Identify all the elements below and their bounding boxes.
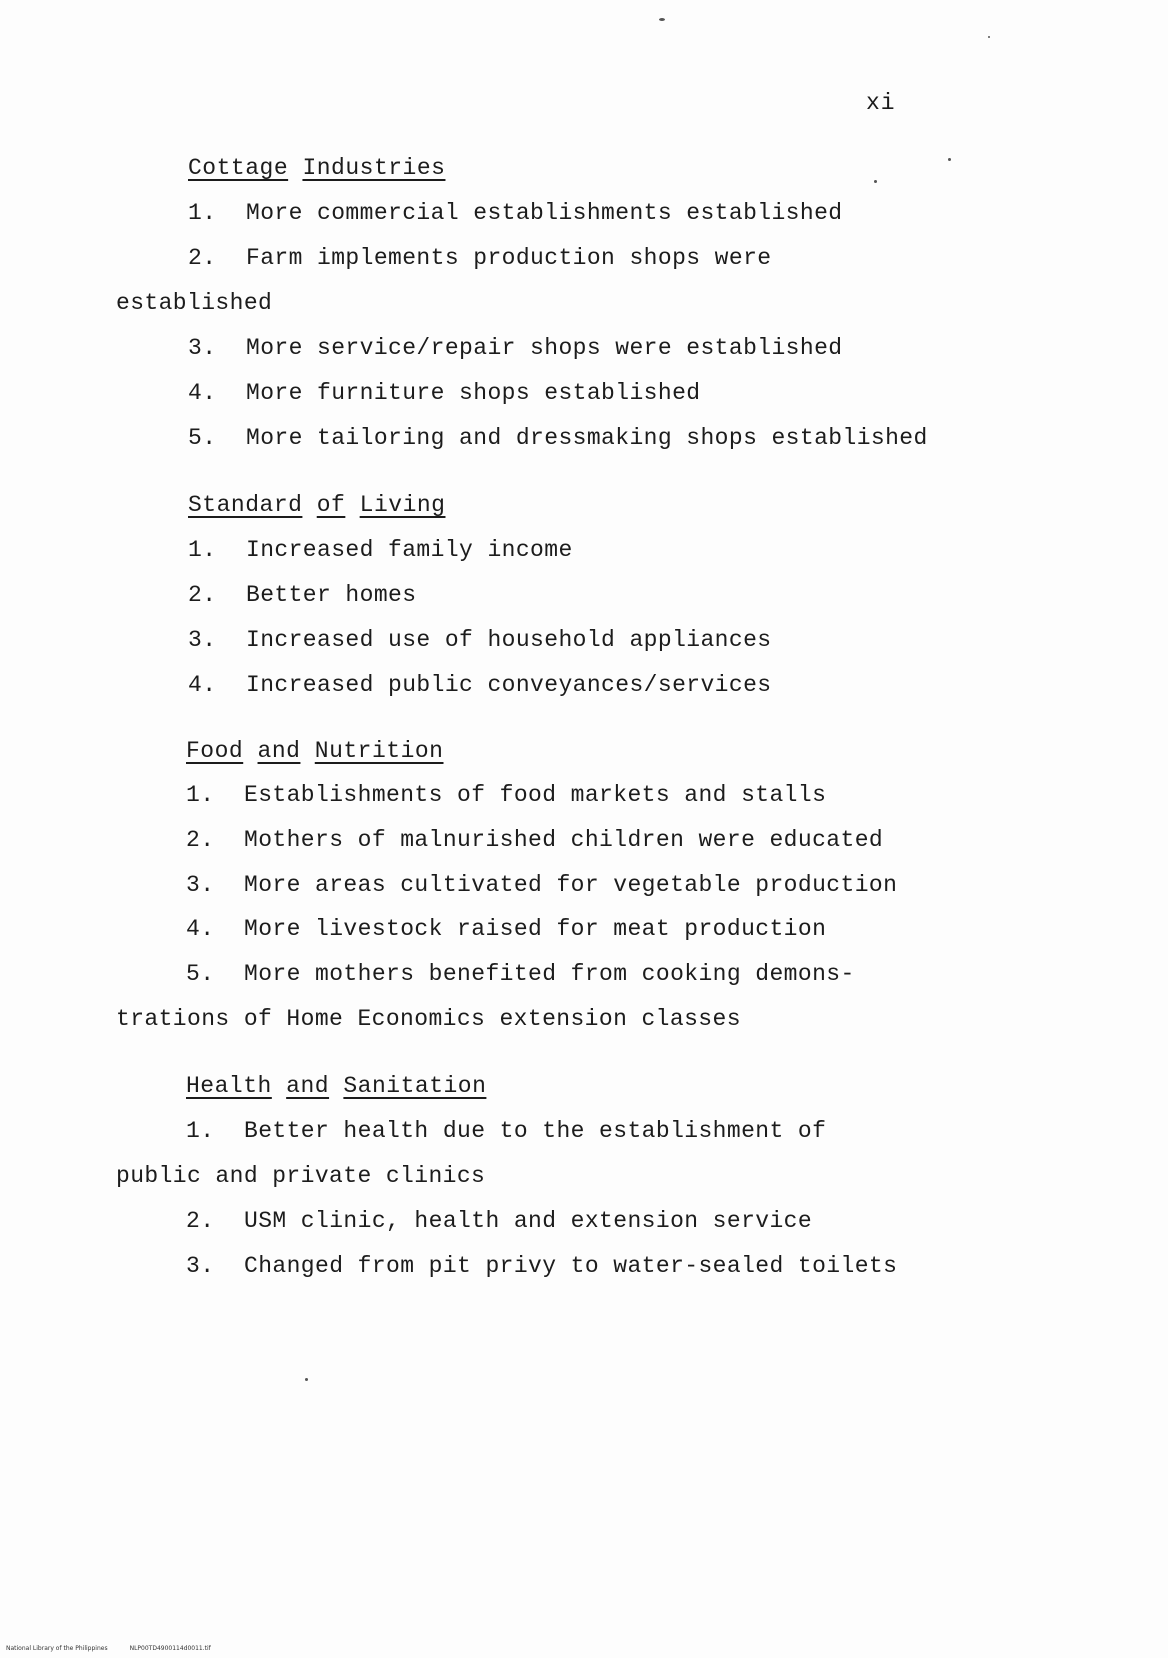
- scan-speck: [305, 1378, 308, 1381]
- list-item-continuation: public and private clinics: [116, 1163, 486, 1189]
- list-item: 1. Establishments of food markets and stalls: [186, 782, 827, 808]
- scan-speck: [874, 180, 877, 183]
- scan-speck: [988, 36, 990, 38]
- section-heading-health-and-sanitation: Health and Sanitation: [186, 1073, 487, 1099]
- list-item-continuation: trations of Home Economics extension classes: [116, 1006, 741, 1032]
- scan-speck: [948, 158, 951, 161]
- list-item: 1. More commercial establishments established: [188, 200, 843, 226]
- scan-speck: [659, 18, 665, 21]
- list-item: 2. Farm implements production shops were: [188, 245, 772, 271]
- section-heading-food-and-nutrition: Food and Nutrition: [186, 738, 444, 764]
- list-item: 3. More areas cultivated for vegetable production: [186, 872, 898, 898]
- list-item: 2. Better homes: [188, 582, 417, 608]
- list-item: 4. More furniture shops established: [188, 380, 701, 406]
- list-item: 1. Increased family income: [188, 537, 573, 563]
- section-heading-standard-of-living: Standard of Living: [188, 492, 446, 518]
- section-heading-cottage-industries: Cottage Industries: [188, 155, 446, 181]
- scan-footer: National Library of the Philippines NLP00TD4900114d0011.tif: [6, 1645, 211, 1652]
- list-item: 3. More service/repair shops were established: [188, 335, 843, 361]
- list-item-continuation: established: [116, 290, 273, 316]
- list-item: 2. USM clinic, health and extension service: [186, 1208, 813, 1234]
- list-item: 2. Mothers of malnurished children were educated: [186, 827, 884, 853]
- list-item: 4. Increased public conveyances/services: [188, 672, 772, 698]
- list-item: 4. More livestock raised for meat production: [186, 916, 827, 942]
- list-item: 5. More mothers benefited from cooking demons-: [186, 961, 855, 987]
- list-item: 3. Changed from pit privy to water-sealed toilets: [186, 1253, 898, 1279]
- page-number: xi: [866, 90, 896, 116]
- list-item: 3. Increased use of household appliances: [188, 627, 772, 653]
- list-item: 5. More tailoring and dressmaking shops established: [188, 425, 928, 451]
- list-item: 1. Better health due to the establishment of: [186, 1118, 827, 1144]
